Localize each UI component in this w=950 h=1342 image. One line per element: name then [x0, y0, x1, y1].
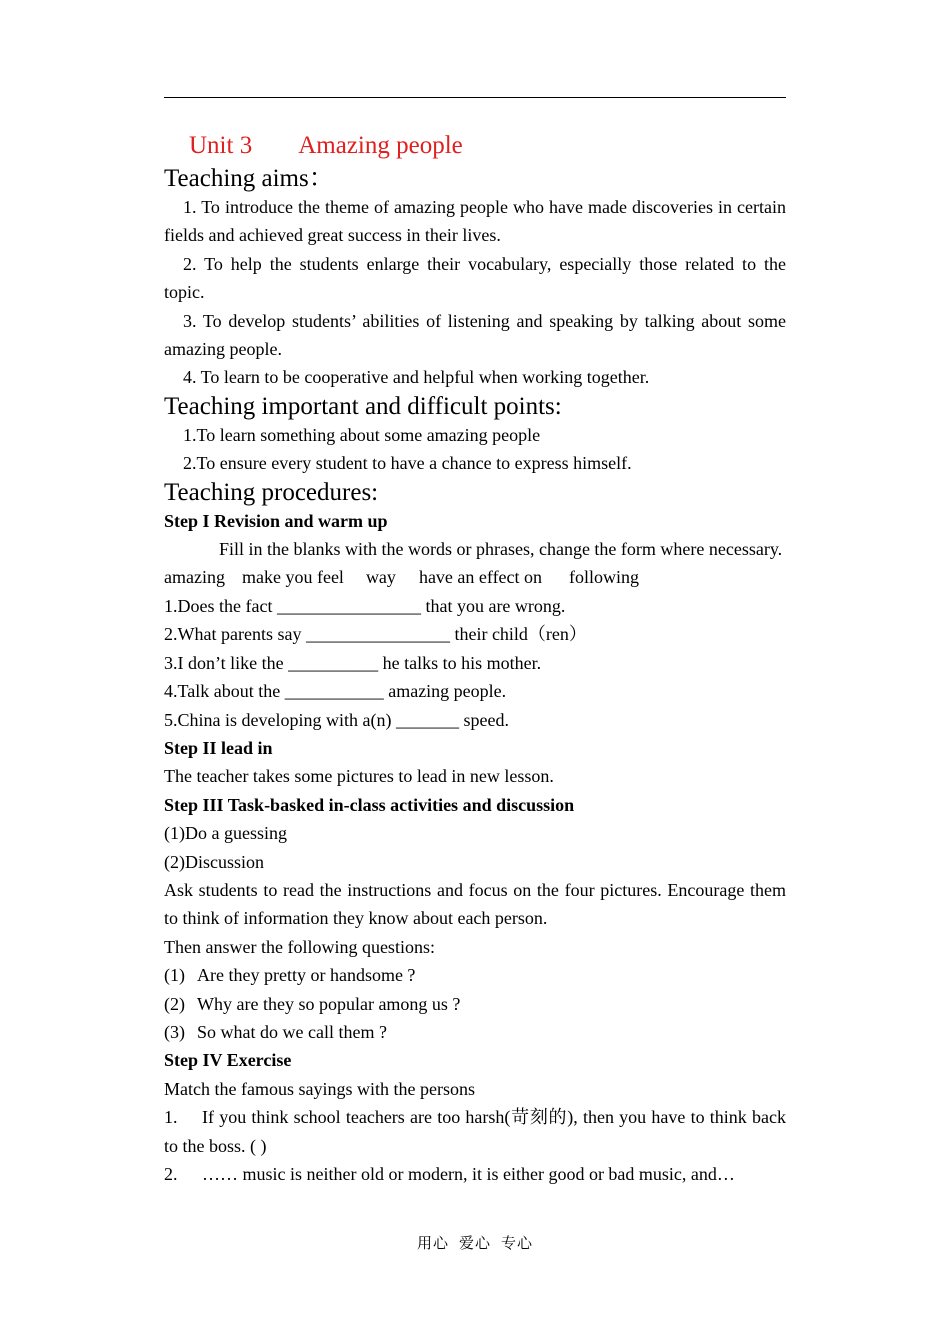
- unit-title: [164, 128, 786, 164]
- step3-title: Step III Task-basked in-class activities and discussion: [164, 794, 575, 815]
- question-item: [164, 990, 786, 1018]
- header-rule: [164, 97, 786, 98]
- step3-text: Ask students to read the instructions and focus on the four pictures. Encourage them to think of information they know about each person.: [164, 879, 786, 929]
- activity-item: (1)Do a guessing: [164, 823, 287, 844]
- question-text: Are they pretty or handsome ?: [197, 965, 416, 986]
- page-footer: [0, 1232, 950, 1253]
- fill-blank-sentence: 3.I don’t like the __________ he talks to his mother.: [164, 652, 542, 673]
- step3-then: Then answer the following questions:: [164, 936, 435, 957]
- exercise-text: …… music is neither old or modern, it is either good or bad music, and…: [202, 1164, 735, 1184]
- unit-name: Amazing people: [298, 132, 463, 159]
- exercise-number: 1.: [164, 1107, 178, 1128]
- word-bank-item: amazing: [164, 567, 225, 588]
- question-text: Why are they so popular among us ?: [197, 993, 461, 1014]
- aims-heading: Teaching aims：: [164, 165, 334, 192]
- word-bank-item: following: [569, 567, 640, 588]
- document-body: [164, 128, 786, 1188]
- activity-item: (2)Discussion: [164, 851, 264, 872]
- aim-item: 1. To introduce the theme of amazing people who have made discoveries in certain fields and achieved great success in their lives.: [164, 197, 786, 246]
- exercise-text: If you think school teachers are too harsh(苛刻的), then you have to think back to the boss. ( ): [164, 1107, 786, 1156]
- points-heading: Teaching important and difficult points:: [164, 392, 562, 420]
- question-number: (3): [164, 1021, 185, 1042]
- fill-blank-sentence: 2.What parents say ________________ their child（ren）: [164, 624, 587, 645]
- word-bank-item: way: [365, 567, 396, 588]
- footer-word: 专心: [501, 1234, 534, 1252]
- footer-word: 用心: [416, 1234, 449, 1252]
- aim-item: 2. To help the students enlarge their vocabulary, especially those related to the topic.: [164, 253, 786, 303]
- question-number: (2): [164, 993, 185, 1014]
- aim-item: 3. To develop students’ abilities of listening and speaking by talking about some amazing people.: [164, 310, 786, 360]
- step4-title: Step IV Exercise: [164, 1050, 292, 1071]
- aim-item: 4. To learn to be cooperative and helpful when working together.: [183, 367, 650, 388]
- point-item: 2.To ensure every student to have a chance to express himself.: [183, 453, 632, 474]
- question-item: [164, 1018, 786, 1046]
- footer-word: 爱心: [458, 1234, 491, 1252]
- word-bank: [164, 563, 786, 591]
- step2-title: Step II lead in: [164, 737, 273, 758]
- step2-text: The teacher takes some pictures to lead in new lesson.: [164, 766, 554, 787]
- exercise-number: 2.: [164, 1164, 178, 1184]
- point-item: 1.To learn something about some amazing people: [183, 424, 541, 445]
- fill-blank-sentence: 4.Talk about the ___________ amazing people.: [164, 681, 507, 702]
- step1-title: Step I Revision and warm up: [164, 510, 388, 531]
- procedures-heading: Teaching procedures:: [164, 478, 379, 506]
- exercise-item: [164, 1103, 786, 1160]
- exercise-item: [164, 1160, 786, 1188]
- word-bank-item: have an effect on: [418, 567, 543, 588]
- step1-instruction: Fill in the blanks with the words or phrases, change the form where necessary.: [219, 539, 783, 560]
- unit-number: Unit 3: [189, 132, 253, 159]
- question-text: So what do we call them ?: [197, 1021, 387, 1042]
- word-bank-item: make you feel: [241, 567, 344, 588]
- question-number: (1): [164, 965, 185, 986]
- question-item: [164, 961, 786, 989]
- fill-blank-sentence: 1.Does the fact ________________ that you are wrong.: [164, 595, 566, 616]
- fill-blank-sentence: 5.China is developing with a(n) _______ speed.: [164, 709, 509, 730]
- step4-instruction: Match the famous sayings with the persons: [164, 1078, 475, 1099]
